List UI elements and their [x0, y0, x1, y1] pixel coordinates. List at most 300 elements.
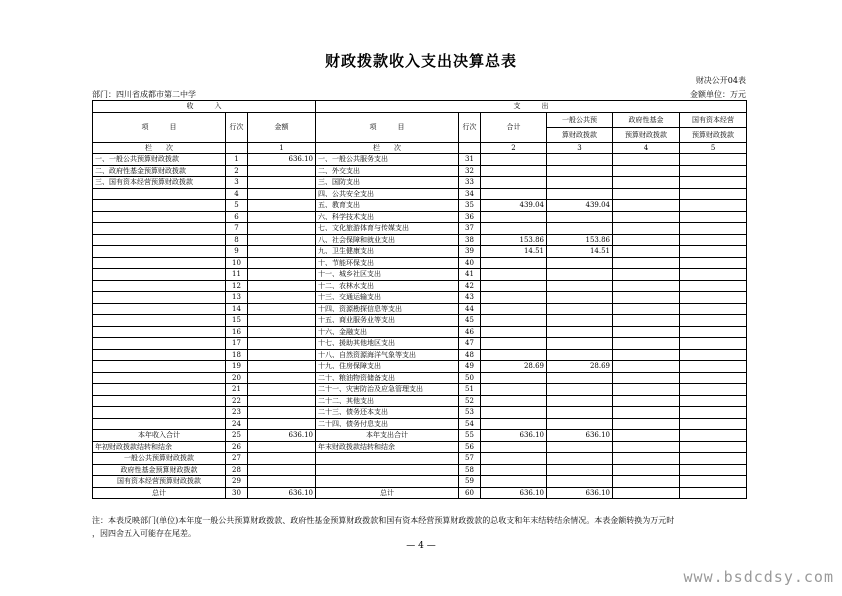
expense-section-header: 支 出 [316, 101, 747, 113]
expense-total: 14.51 [481, 246, 547, 258]
expense-item: 二十三、债务还本支出 [316, 407, 459, 419]
income-amount [248, 464, 316, 476]
state-capital-amount [680, 211, 747, 223]
gov-fund-amount [613, 453, 680, 465]
expense-item: 年末财政拨款结转和结余 [316, 441, 459, 453]
expense-item: 六、科学技术支出 [316, 211, 459, 223]
gov-fund-amount [613, 223, 680, 235]
income-item [93, 407, 226, 419]
expense-item: 十、节能环保支出 [316, 257, 459, 269]
income-amount: 636.10 [248, 487, 316, 499]
income-row-no: 21 [226, 384, 248, 396]
state-capital-amount [680, 292, 747, 304]
expense-item: 三、国防支出 [316, 177, 459, 189]
table-row [93, 165, 747, 177]
expense-total [481, 338, 547, 350]
gov-fund-amount [613, 384, 680, 396]
gov-fund-amount [613, 407, 680, 419]
table-row [93, 177, 747, 189]
gov-fund-amount [613, 441, 680, 453]
gov-fund-amount [613, 269, 680, 281]
income-row-no: 18 [226, 349, 248, 361]
expense-row-no: 54 [459, 418, 481, 430]
income-amount [248, 453, 316, 465]
expense-row-no: 31 [459, 154, 481, 166]
table-row [93, 188, 747, 200]
total-header: 合计 [481, 112, 547, 142]
income-item: 一、一般公共预算财政拨款 [93, 154, 226, 166]
general-budget-amount [547, 418, 613, 430]
table-row [93, 292, 747, 304]
state-capital-amount [680, 407, 747, 419]
income-row-no: 27 [226, 453, 248, 465]
expense-row-no: 53 [459, 407, 481, 419]
income-amount [248, 384, 316, 396]
expense-item: 二、外交支出 [316, 165, 459, 177]
gov-fund-amount [613, 292, 680, 304]
gov-fund-amount [613, 188, 680, 200]
expense-item: 十二、农林水支出 [316, 280, 459, 292]
expense-item: 五、教育支出 [316, 200, 459, 212]
expense-row-no: 55 [459, 430, 481, 442]
income-row-no: 8 [226, 234, 248, 246]
expense-item: 八、社会保障和就业支出 [316, 234, 459, 246]
income-item [93, 395, 226, 407]
income-item [93, 211, 226, 223]
col-index-blank [226, 142, 248, 154]
footnote-line1: 注：本表反映部门(单位)本年度一般公共预算财政拨款、政府性基金预算财政拨款和国有资本经营预算财政拨款的总收支和年末结转结余情况。本表金额转换为万元时 [92, 516, 675, 525]
expense-row-no-header: 行次 [459, 112, 481, 142]
col-index-4: 4 [613, 142, 680, 154]
expense-total: 439.04 [481, 200, 547, 212]
expense-item: 二十二、其他支出 [316, 395, 459, 407]
general-budget-amount [547, 292, 613, 304]
income-item [93, 418, 226, 430]
state-capital-amount [680, 177, 747, 189]
expense-item [316, 453, 459, 465]
state-capital-amount [680, 395, 747, 407]
col-index-5: 5 [680, 142, 747, 154]
income-amount [248, 395, 316, 407]
expense-row-no: 43 [459, 292, 481, 304]
expense-row-no: 44 [459, 303, 481, 315]
table-row [93, 407, 747, 419]
general-budget-amount [547, 165, 613, 177]
expense-total [481, 372, 547, 384]
general-budget-header-line2: 算财政拨款 [547, 127, 613, 142]
income-item [93, 338, 226, 350]
income-item [93, 292, 226, 304]
income-row-no: 12 [226, 280, 248, 292]
income-item [93, 257, 226, 269]
expense-row-no: 35 [459, 200, 481, 212]
gov-fund-amount [613, 200, 680, 212]
expense-item [316, 464, 459, 476]
state-capital-amount [680, 257, 747, 269]
footnote-line2: ，因四舍五入可能存在尾差。 [92, 529, 196, 538]
expense-row-no: 59 [459, 476, 481, 488]
state-capital-amount [680, 418, 747, 430]
table-row [93, 257, 747, 269]
table-row [93, 315, 747, 327]
income-item: 三、国有资本经营预算财政拨款 [93, 177, 226, 189]
table-row [93, 223, 747, 235]
expense-row-no: 48 [459, 349, 481, 361]
state-capital-amount [680, 188, 747, 200]
income-item: 二、政府性基金预算财政拨款 [93, 165, 226, 177]
gov-fund-amount [613, 395, 680, 407]
income-item [93, 303, 226, 315]
general-budget-header-line1: 一般公共预 [547, 112, 613, 127]
income-amount [248, 372, 316, 384]
expense-row-no: 51 [459, 384, 481, 396]
section-header-row [93, 101, 747, 113]
general-budget-amount [547, 177, 613, 189]
expense-total [481, 418, 547, 430]
expense-total: 636.10 [481, 487, 547, 499]
expense-total [481, 165, 547, 177]
summary-row [93, 476, 747, 488]
state-capital-amount [680, 154, 747, 166]
expense-total [481, 154, 547, 166]
expense-total: 153.86 [481, 234, 547, 246]
expense-item: 十八、自然资源海洋气象等支出 [316, 349, 459, 361]
expense-row-no: 34 [459, 188, 481, 200]
general-budget-amount [547, 269, 613, 281]
gov-fund-header-line1: 政府性基金 [613, 112, 680, 127]
gov-fund-amount [613, 246, 680, 258]
general-budget-amount [547, 441, 613, 453]
gov-fund-amount [613, 165, 680, 177]
income-amount [248, 315, 316, 327]
expense-item [316, 476, 459, 488]
income-amount [248, 476, 316, 488]
expense-item: 二十四、债务付息支出 [316, 418, 459, 430]
expense-row-no: 47 [459, 338, 481, 350]
income-item: 国有资本经营预算财政拨款 [93, 476, 226, 488]
income-item [93, 326, 226, 338]
general-budget-amount [547, 407, 613, 419]
gov-fund-header-line2: 预算财政拨款 [613, 127, 680, 142]
gov-fund-amount [613, 234, 680, 246]
table-row [93, 338, 747, 350]
table-row [93, 200, 747, 212]
gov-fund-amount [613, 280, 680, 292]
income-amount [248, 257, 316, 269]
income-amount-header: 金额 [248, 112, 316, 142]
general-budget-amount: 14.51 [547, 246, 613, 258]
income-section-header: 收 入 [93, 101, 316, 113]
expense-row-no: 58 [459, 464, 481, 476]
income-row-no: 16 [226, 326, 248, 338]
table-row [93, 372, 747, 384]
income-row-no: 15 [226, 315, 248, 327]
income-item: 一般公共预算财政拨款 [93, 453, 226, 465]
income-amount [248, 418, 316, 430]
expense-item: 十一、城乡社区支出 [316, 269, 459, 281]
income-item [93, 200, 226, 212]
general-budget-amount [547, 211, 613, 223]
income-amount [248, 292, 316, 304]
state-capital-amount [680, 165, 747, 177]
col-index-2: 2 [481, 142, 547, 154]
income-row-no: 14 [226, 303, 248, 315]
expense-item: 九、卫生健康支出 [316, 246, 459, 258]
expense-total [481, 349, 547, 361]
expense-item: 本年支出合计 [316, 430, 459, 442]
income-amount [248, 223, 316, 235]
state-capital-amount [680, 349, 747, 361]
expense-row-no: 52 [459, 395, 481, 407]
income-amount [248, 407, 316, 419]
general-budget-amount [547, 349, 613, 361]
expense-row-no: 50 [459, 372, 481, 384]
general-budget-amount: 28.69 [547, 361, 613, 373]
unit-label: 金额单位：万元 [690, 90, 746, 99]
table-row [93, 384, 747, 396]
income-row-no: 6 [226, 211, 248, 223]
expense-row-no: 39 [459, 246, 481, 258]
income-amount [248, 303, 316, 315]
income-row-no: 24 [226, 418, 248, 430]
income-row-no: 1 [226, 154, 248, 166]
table-row [93, 349, 747, 361]
income-amount [248, 188, 316, 200]
income-row-no: 17 [226, 338, 248, 350]
state-capital-amount [680, 280, 747, 292]
general-budget-amount [547, 338, 613, 350]
state-capital-amount [680, 430, 747, 442]
expense-row-no: 42 [459, 280, 481, 292]
income-item [93, 361, 226, 373]
gov-fund-amount [613, 177, 680, 189]
state-capital-amount [680, 464, 747, 476]
expense-total [481, 395, 547, 407]
general-budget-amount: 636.10 [547, 430, 613, 442]
expense-row-no: 56 [459, 441, 481, 453]
income-row-no: 13 [226, 292, 248, 304]
income-row-no: 25 [226, 430, 248, 442]
income-item: 年初财政拨款结转和结余 [93, 441, 226, 453]
general-budget-amount [547, 303, 613, 315]
table-row [93, 326, 747, 338]
general-budget-amount [547, 188, 613, 200]
gov-fund-amount [613, 372, 680, 384]
income-item [93, 349, 226, 361]
income-row-no: 4 [226, 188, 248, 200]
expense-row-no: 41 [459, 269, 481, 281]
general-budget-amount [547, 154, 613, 166]
state-capital-amount [680, 303, 747, 315]
state-capital-amount [680, 476, 747, 488]
income-amount [248, 280, 316, 292]
income-row-no-header: 行次 [226, 112, 248, 142]
table-row [93, 246, 747, 258]
income-amount [248, 200, 316, 212]
expense-row-no: 40 [459, 257, 481, 269]
gov-fund-amount [613, 361, 680, 373]
expense-total [481, 453, 547, 465]
income-amount [248, 349, 316, 361]
general-budget-amount [547, 326, 613, 338]
general-budget-amount [547, 372, 613, 384]
col-index-3: 3 [547, 142, 613, 154]
general-budget-amount [547, 223, 613, 235]
expense-total [481, 303, 547, 315]
col-index-1: 1 [248, 142, 316, 154]
expense-total [481, 464, 547, 476]
general-budget-amount: 636.10 [547, 487, 613, 499]
income-row-no: 26 [226, 441, 248, 453]
table-row [93, 395, 747, 407]
state-capital-amount [680, 453, 747, 465]
page-number: — 4 — [406, 541, 436, 551]
income-row-no: 29 [226, 476, 248, 488]
summary-row [93, 464, 747, 476]
income-item [93, 269, 226, 281]
income-row-no: 5 [226, 200, 248, 212]
expense-total [481, 188, 547, 200]
state-capital-amount [680, 361, 747, 373]
table-row [93, 361, 747, 373]
income-row-no: 22 [226, 395, 248, 407]
income-row-no: 23 [226, 407, 248, 419]
col-label-expense: 栏 次 [316, 142, 459, 154]
income-amount: 636.10 [248, 154, 316, 166]
col-label-income: 栏 次 [93, 142, 226, 154]
income-item [93, 315, 226, 327]
income-item [93, 188, 226, 200]
expense-row-no: 46 [459, 326, 481, 338]
income-amount [248, 177, 316, 189]
income-row-no: 2 [226, 165, 248, 177]
income-amount: 636.10 [248, 430, 316, 442]
state-capital-amount [680, 315, 747, 327]
expense-total [481, 476, 547, 488]
income-row-no: 3 [226, 177, 248, 189]
summary-row [93, 453, 747, 465]
gov-fund-amount [613, 257, 680, 269]
expense-total [481, 280, 547, 292]
general-budget-amount: 439.04 [547, 200, 613, 212]
gov-fund-amount [613, 211, 680, 223]
expense-item: 四、公共安全支出 [316, 188, 459, 200]
expense-item-header: 项 目 [316, 112, 459, 142]
expense-row-no: 49 [459, 361, 481, 373]
income-amount [248, 269, 316, 281]
income-row-no: 9 [226, 246, 248, 258]
col-index-blank [459, 142, 481, 154]
income-row-no: 30 [226, 487, 248, 499]
income-item [93, 246, 226, 258]
state-capital-amount [680, 372, 747, 384]
income-item-header: 项 目 [93, 112, 226, 142]
general-budget-amount [547, 464, 613, 476]
general-budget-amount [547, 257, 613, 269]
income-amount [248, 326, 316, 338]
gov-fund-amount [613, 476, 680, 488]
expense-total [481, 407, 547, 419]
expense-row-no: 57 [459, 453, 481, 465]
expense-item: 二十、粮油物资储备支出 [316, 372, 459, 384]
income-row-no: 19 [226, 361, 248, 373]
expense-total [481, 315, 547, 327]
expense-row-no: 33 [459, 177, 481, 189]
state-capital-amount [680, 384, 747, 396]
income-row-no: 7 [226, 223, 248, 235]
gov-fund-amount [613, 349, 680, 361]
state-capital-header-line1: 国有资本经营 [680, 112, 747, 127]
income-item: 总计 [93, 487, 226, 499]
income-item: 本年收入合计 [93, 430, 226, 442]
expense-item: 十六、金融支出 [316, 326, 459, 338]
expense-row-no: 37 [459, 223, 481, 235]
income-item [93, 280, 226, 292]
state-capital-amount [680, 326, 747, 338]
gov-fund-amount [613, 418, 680, 430]
form-code: 财决公开04表 [695, 76, 746, 85]
table-row [93, 418, 747, 430]
gov-fund-amount [613, 303, 680, 315]
expense-item: 总计 [316, 487, 459, 499]
general-budget-amount: 153.86 [547, 234, 613, 246]
gov-fund-amount [613, 464, 680, 476]
income-row-no: 28 [226, 464, 248, 476]
gov-fund-amount [613, 338, 680, 350]
gov-fund-amount [613, 326, 680, 338]
watermark: www.bsdcdsy.com [683, 568, 834, 586]
expense-item: 七、文化旅游体育与传媒支出 [316, 223, 459, 235]
general-budget-amount [547, 315, 613, 327]
expense-total: 636.10 [481, 430, 547, 442]
state-capital-amount [680, 269, 747, 281]
expense-total [481, 257, 547, 269]
general-budget-amount [547, 476, 613, 488]
table-row [93, 211, 747, 223]
state-capital-amount [680, 234, 747, 246]
income-item [93, 234, 226, 246]
table-row [93, 154, 747, 166]
general-budget-amount [547, 453, 613, 465]
summary-row [93, 487, 747, 499]
expense-total [481, 177, 547, 189]
state-capital-amount [680, 223, 747, 235]
expense-total [481, 326, 547, 338]
table-row [93, 269, 747, 281]
expense-total: 28.69 [481, 361, 547, 373]
income-row-no: 10 [226, 257, 248, 269]
gov-fund-amount [613, 430, 680, 442]
budget-table [92, 100, 747, 499]
table-row [93, 280, 747, 292]
general-budget-amount [547, 280, 613, 292]
expense-item: 十五、商业服务业等支出 [316, 315, 459, 327]
income-item [93, 384, 226, 396]
expense-total [481, 384, 547, 396]
expense-row-no: 45 [459, 315, 481, 327]
gov-fund-amount [613, 315, 680, 327]
income-row-no: 20 [226, 372, 248, 384]
state-capital-amount [680, 200, 747, 212]
expense-item: 十四、资源勘探信息等支出 [316, 303, 459, 315]
income-item [93, 372, 226, 384]
expense-row-no: 38 [459, 234, 481, 246]
expense-item: 十七、援助其他地区支出 [316, 338, 459, 350]
expense-row-no: 60 [459, 487, 481, 499]
page-title: 财政拨款收入支出决算总表 [324, 52, 517, 70]
expense-item: 十九、住房保障支出 [316, 361, 459, 373]
income-amount [248, 338, 316, 350]
